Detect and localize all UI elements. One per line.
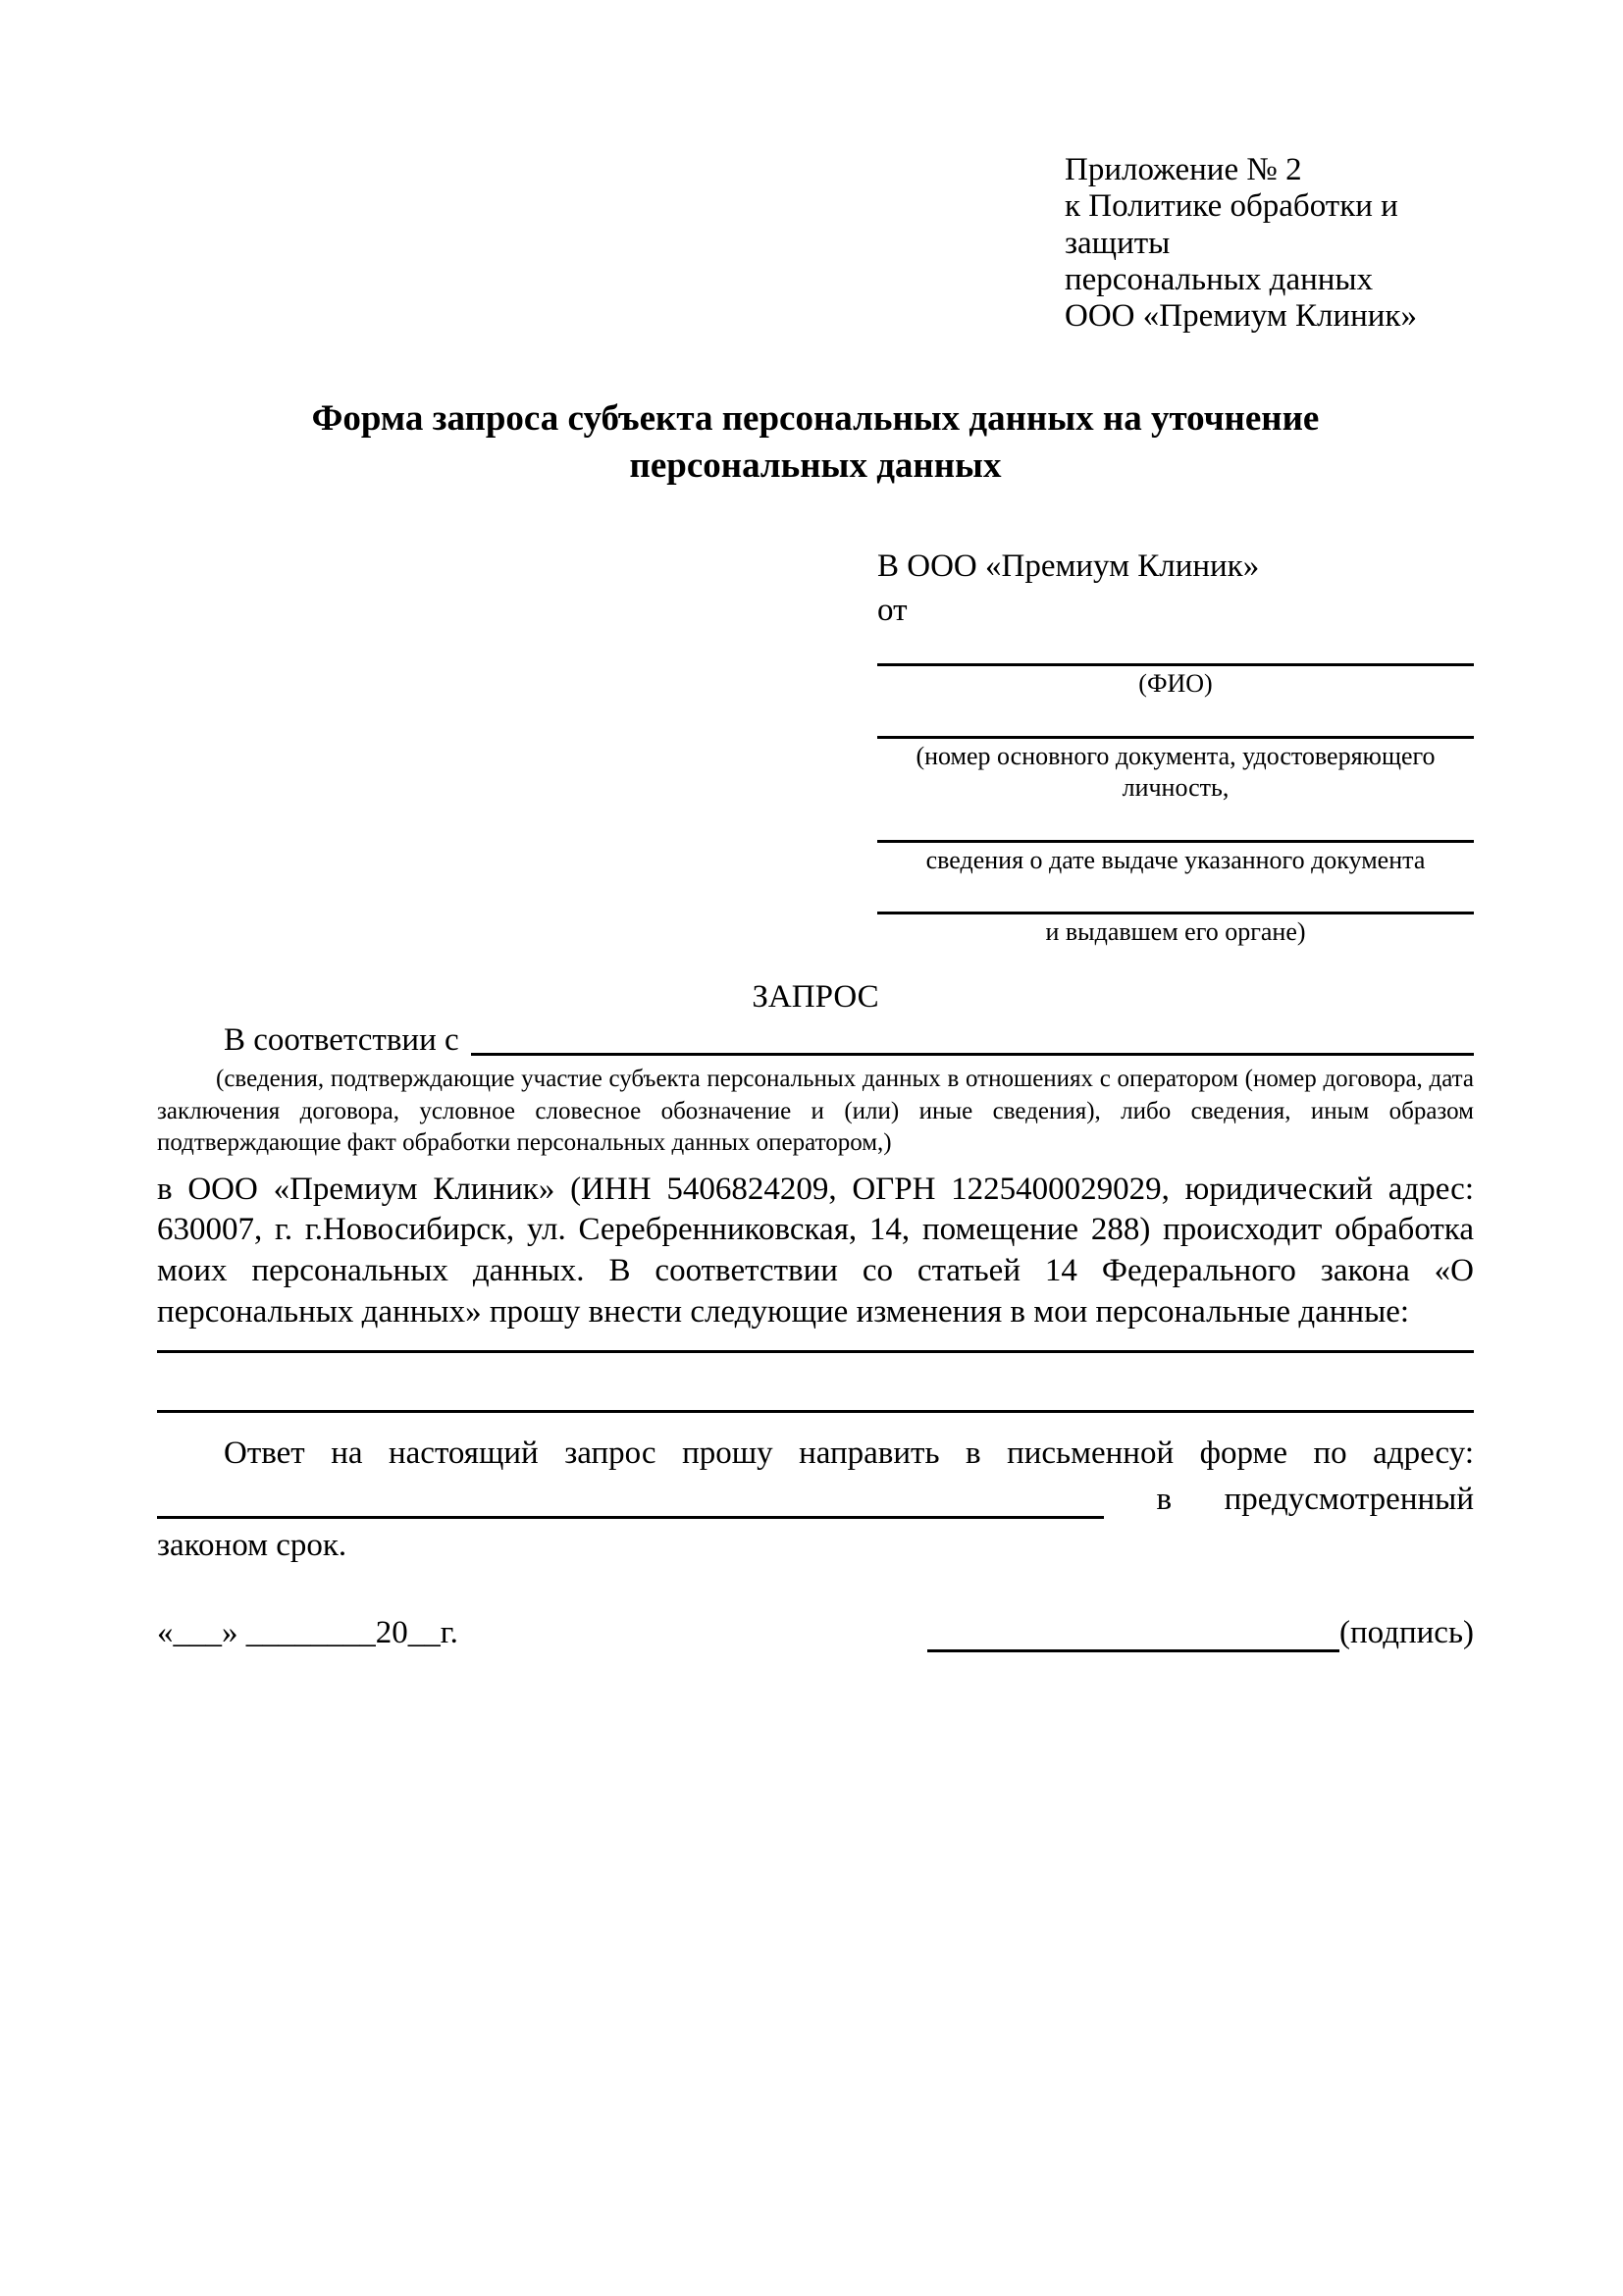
signature-caption: (подпись): [1339, 1615, 1474, 1650]
signature-block: [927, 1614, 1474, 1652]
basis-prefix: В соответствии с: [224, 1022, 459, 1059]
appendix-header: [1065, 152, 1474, 335]
id-document-caption: (номер основного документа, удостоверяющего личность,: [916, 741, 1436, 802]
date-signature-row: [157, 1614, 1474, 1652]
id-document-field: [877, 734, 1474, 805]
basis-note: (сведения, подтверждающие участие субъекта персональных данных в отношениях с оператором (номер договора, дата заключения договора, условное словесное обозначение и (или) иные сведения), либо сведения, иным образом подтверждающие факт обработки персональных данных оператором,): [157, 1066, 1474, 1157]
basis-blank-line: [471, 1021, 1474, 1056]
issuing-authority-field: [877, 910, 1474, 949]
issuing-authority-blank-line: [877, 910, 1474, 914]
changes-blank-line-2: [157, 1408, 1474, 1413]
addressee-to: В ООО «Премиум Клиник»: [877, 548, 1260, 585]
changes-blank-line-1: [157, 1348, 1474, 1353]
issue-date-blank-line: [877, 838, 1474, 843]
fio-blank-line: [877, 661, 1474, 666]
date-line: «___» ________20__г.: [157, 1615, 458, 1650]
id-document-blank-line: [877, 734, 1474, 739]
issue-date-field: [877, 838, 1474, 877]
reply-word-v: в: [1156, 1482, 1173, 1518]
addressee-from-label: от: [877, 593, 908, 629]
appendix-header-line: к Политике обработки и защиты: [1065, 188, 1398, 261]
issue-date-caption: сведения о дате выдаче указанного документа: [925, 845, 1426, 874]
reply-address-text: Ответ на настоящий запрос прошу направить в письменной форме по адресу:: [224, 1435, 1474, 1472]
reply-address-blank-line: [157, 1483, 1104, 1519]
request-heading: ЗАПРОС: [752, 978, 879, 1015]
fio-field: [877, 661, 1474, 701]
appendix-header-line: Приложение № 2: [1065, 152, 1302, 187]
request-body: в ООО «Премиум Клиник» (ИНН 5406824209, ОГРН 1225400029029, юридический адрес: 630007, г. г.Новосибирск, ул. Серебренниковская, 14, помещение 288) происходит обработка моих персональных данных. В соответствии со статьей 14 Федерального закона «О персональных данных» прошу внести следующие изменения в мои персональные данные:: [157, 1171, 1474, 1330]
fio-caption: (ФИО): [1138, 669, 1213, 698]
document-title: Форма запроса субъекта персональных данных на уточнение персональных данных: [311, 398, 1320, 486]
addressee-block: [877, 548, 1474, 948]
appendix-header-line: ООО «Премиум Клиник»: [1065, 298, 1417, 335]
reply-word-predusmotrenny: предусмотренный: [1224, 1482, 1474, 1518]
basis-row: [157, 1021, 1474, 1060]
issuing-authority-caption: и выдавшем его органе): [1045, 917, 1306, 946]
signature-blank-line: [927, 1616, 1339, 1652]
appendix-header-line: персональных данных: [1065, 261, 1374, 297]
reply-address-row: [157, 1481, 1474, 1519]
reply-closing-text: законом срок.: [157, 1528, 347, 1564]
